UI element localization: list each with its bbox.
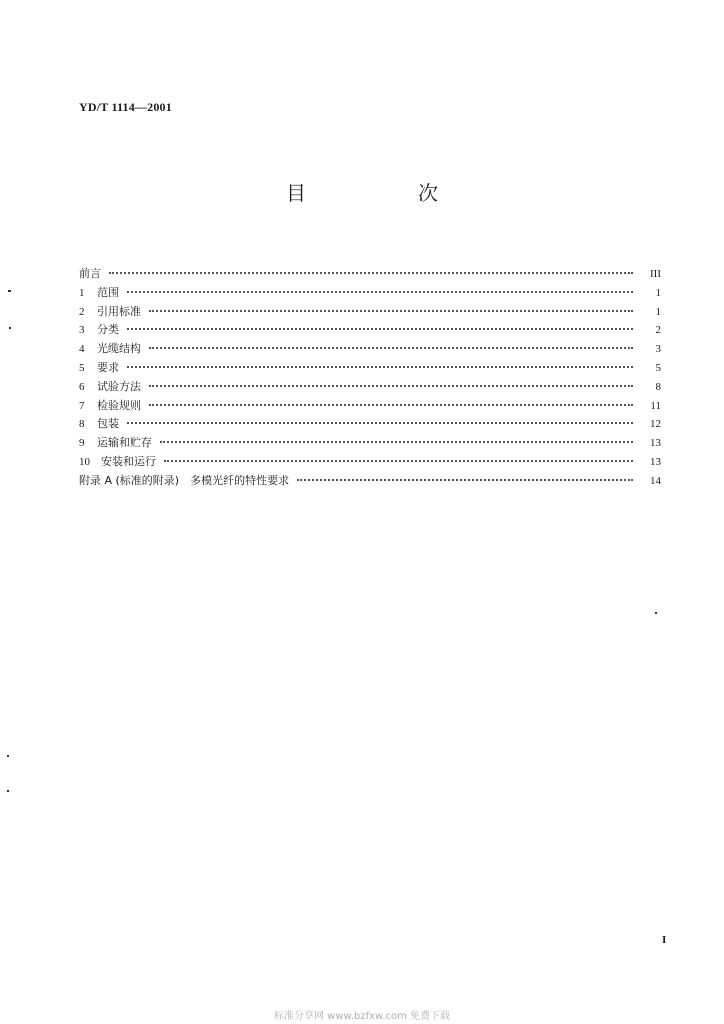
toc-entry-text: 检验规则 bbox=[97, 398, 141, 412]
toc-entry-text: 引用标准 bbox=[97, 304, 141, 318]
toc-leader-dots bbox=[160, 441, 633, 443]
toc-leader-dots bbox=[149, 404, 633, 406]
toc-entry-number: 1 bbox=[79, 286, 85, 299]
toc-entry-page: 11 bbox=[650, 399, 661, 412]
toc-entry-1[interactable] bbox=[79, 284, 661, 303]
toc-entry-number: 5 bbox=[79, 361, 85, 374]
toc-leader-dots bbox=[127, 366, 633, 368]
toc-entry-4[interactable] bbox=[79, 340, 661, 359]
toc-leader-dots bbox=[149, 347, 633, 349]
page-title: 目 次 bbox=[286, 181, 484, 205]
toc-entry-number: 8 bbox=[79, 418, 85, 431]
scan-speck bbox=[7, 755, 9, 757]
scan-speck bbox=[8, 290, 11, 292]
toc-leader-dots bbox=[127, 422, 633, 424]
toc-entry-page: III bbox=[650, 268, 661, 280]
toc-entry-text: 范围 bbox=[97, 285, 119, 299]
toc-entry-text: 分类 bbox=[97, 323, 119, 337]
toc-entry-page: 1 bbox=[655, 286, 661, 299]
toc-entry-text: 试验方法 bbox=[97, 379, 141, 393]
scan-speck bbox=[7, 790, 9, 792]
toc-entry-text: 要求 bbox=[97, 360, 119, 374]
toc-entry-page: 8 bbox=[655, 380, 661, 393]
scan-speck bbox=[9, 327, 11, 329]
toc-leader-dots bbox=[149, 385, 633, 387]
toc-entry-3[interactable] bbox=[79, 321, 661, 340]
toc-entry-6[interactable] bbox=[79, 378, 661, 397]
toc-entry-page: 12 bbox=[650, 418, 661, 431]
toc-entry-9[interactable] bbox=[79, 434, 661, 453]
toc-entry-number: 2 bbox=[79, 305, 85, 318]
toc-entry-text: 运输和贮存 bbox=[97, 436, 152, 450]
toc-entry-text: 包装 bbox=[97, 417, 119, 431]
toc-leader-dots bbox=[164, 460, 633, 462]
toc-entry-number: 4 bbox=[79, 343, 85, 356]
toc-entry-page: 3 bbox=[655, 343, 661, 356]
footer-watermark: 标准分享网 www.bzfxw.com 免费下载 bbox=[274, 1011, 450, 1022]
table-of-contents bbox=[79, 265, 661, 491]
toc-entry-10[interactable] bbox=[79, 453, 661, 472]
toc-entry-number: 10 bbox=[79, 455, 90, 468]
toc-leader-dots bbox=[127, 328, 633, 330]
toc-entry-number: 3 bbox=[79, 324, 85, 337]
toc-entry-page: 14 bbox=[650, 474, 661, 487]
toc-entry-text: 光缆结构 bbox=[97, 342, 141, 356]
toc-entry-text: 安装和运行 bbox=[101, 454, 156, 468]
toc-entry-text: 附录 A (标准的附录) 多模光纤的特性要求 bbox=[79, 473, 290, 487]
toc-entry-number: 6 bbox=[79, 380, 85, 393]
toc-entry-number: 9 bbox=[79, 437, 85, 450]
toc-leader-dots bbox=[297, 479, 633, 481]
toc-entry-page: 13 bbox=[650, 455, 661, 468]
toc-entry-2[interactable] bbox=[79, 303, 661, 322]
standard-code: YD/T 1114—2001 bbox=[79, 100, 172, 114]
toc-entry-text: 前言 bbox=[79, 267, 101, 280]
toc-entry-page: 2 bbox=[655, 324, 661, 337]
toc-entry-preface[interactable] bbox=[79, 265, 661, 284]
toc-leader-dots bbox=[149, 310, 633, 312]
toc-leader-dots bbox=[109, 272, 633, 274]
toc-entry-appendix-a[interactable] bbox=[79, 472, 661, 491]
toc-entry-page: 13 bbox=[650, 437, 661, 450]
toc-entry-page: 1 bbox=[655, 305, 661, 318]
toc-entry-page: 5 bbox=[655, 361, 661, 374]
scan-speck bbox=[655, 612, 657, 614]
toc-entry-8[interactable] bbox=[79, 415, 661, 434]
toc-leader-dots bbox=[127, 291, 633, 293]
toc-entry-number: 7 bbox=[79, 399, 85, 412]
toc-entry-7[interactable] bbox=[79, 397, 661, 416]
toc-entry-5[interactable] bbox=[79, 359, 661, 378]
page-number: I bbox=[662, 934, 667, 946]
